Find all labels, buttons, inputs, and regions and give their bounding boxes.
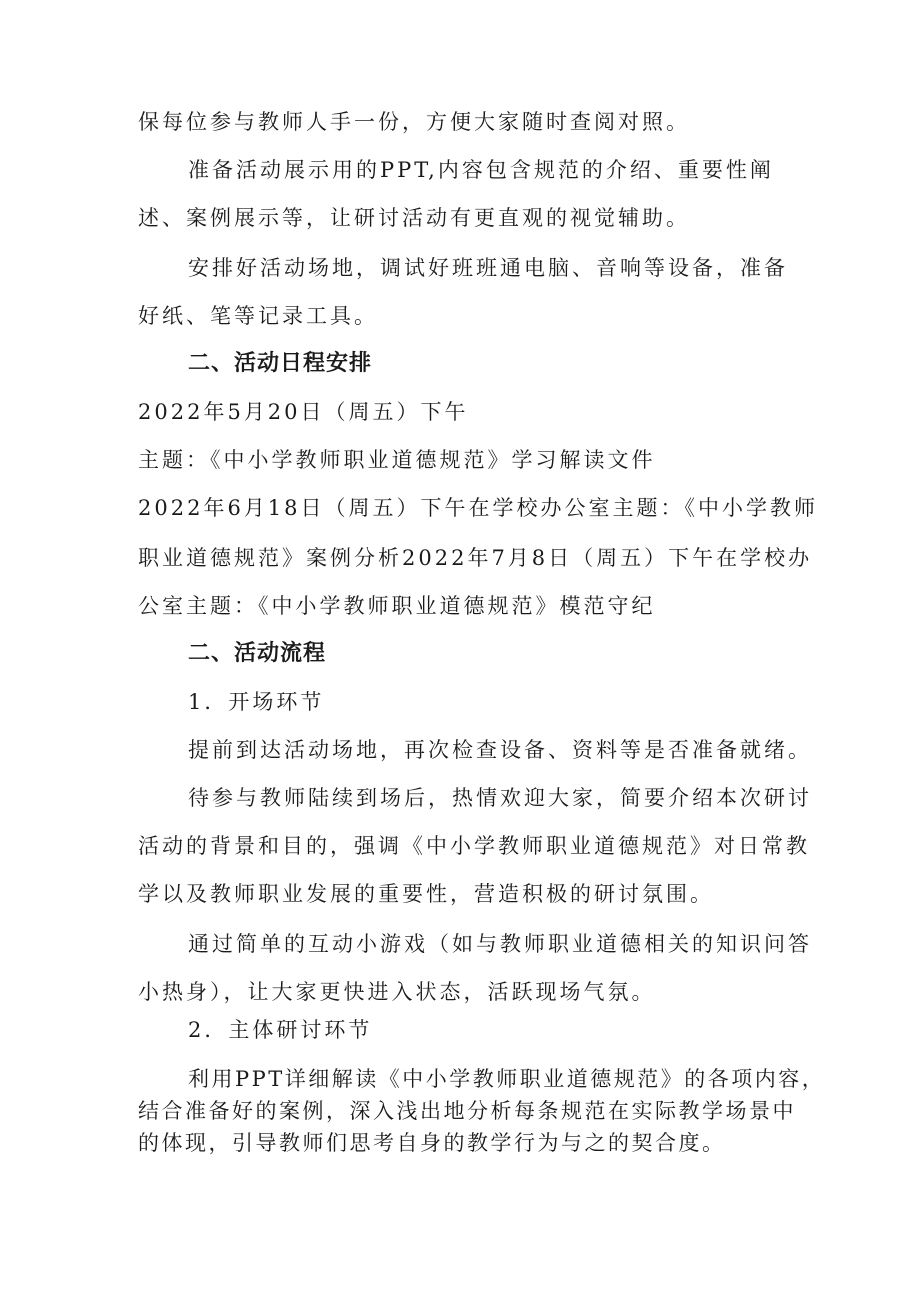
paragraph-line: 结合准备好的案例，深入浅出地分析每条规范在实际教学场景中 [138,1099,796,1123]
paragraph-line: 待参与教师陆续到场后，热情欢迎大家，简要介绍本次研讨 [188,786,812,810]
schedule-line: 主题：《中小学教师职业道德规范》学习解读文件 [138,448,656,472]
schedule-line: 2022年5月20日（周五）下午 [138,400,469,424]
paragraph-line: 保每位参与教师人手一份，方便大家随时查阅对照。 [138,110,690,134]
paragraph-line: 提前到达活动场地，再次检查设备、资料等是否准备就绪。 [188,738,812,762]
paragraph-line: 通过简单的互动小游戏（如与教师职业道德相关的知识问答 [188,932,812,956]
schedule-line: 2022年6月18日（周五）下午在学校办公室主题：《中小学教师 [138,496,819,520]
section-heading: 二、活动流程 [188,641,327,666]
paragraph-line: 述、案例展示等，让研讨活动有更直观的视觉辅助。 [138,206,690,230]
paragraph-line: 好纸、笔等记录工具。 [138,304,378,328]
paragraph-line: 的体现，引导教师们思考自身的教学行为与之的契合度。 [138,1131,726,1155]
subsection-heading: 1．开场环节 [188,690,325,714]
subsection-heading: 2．主体研讨环节 [188,1018,373,1042]
paragraph-line: 安排好活动场地，调试好班班通电脑、音响等设备，准备 [188,256,788,280]
section-heading: 二、活动日程安排 [188,351,373,376]
paragraph-line: 利用PPT详细解读《中小学教师职业道德规范》的各项内容， [188,1067,826,1091]
paragraph-line: 活动的背景和目的，强调《中小学教师职业道德规范》对日常教 [138,834,810,858]
paragraph-line: 准备活动展示用的PPT,内容包含规范的介绍、重要性阐 [188,158,774,182]
schedule-line: 公室主题：《中小学教师职业道德规范》模范守纪 [138,594,656,618]
schedule-line: 职业道德规范》案例分析2022年7月8日（周五）下午在学校办 [138,546,813,570]
paragraph-line: 小热身），让大家更快进入状态，活跃现场气氛。 [138,980,656,1004]
paragraph-line: 学以及教师职业发展的重要性，营造积极的研讨氛围。 [138,882,714,906]
